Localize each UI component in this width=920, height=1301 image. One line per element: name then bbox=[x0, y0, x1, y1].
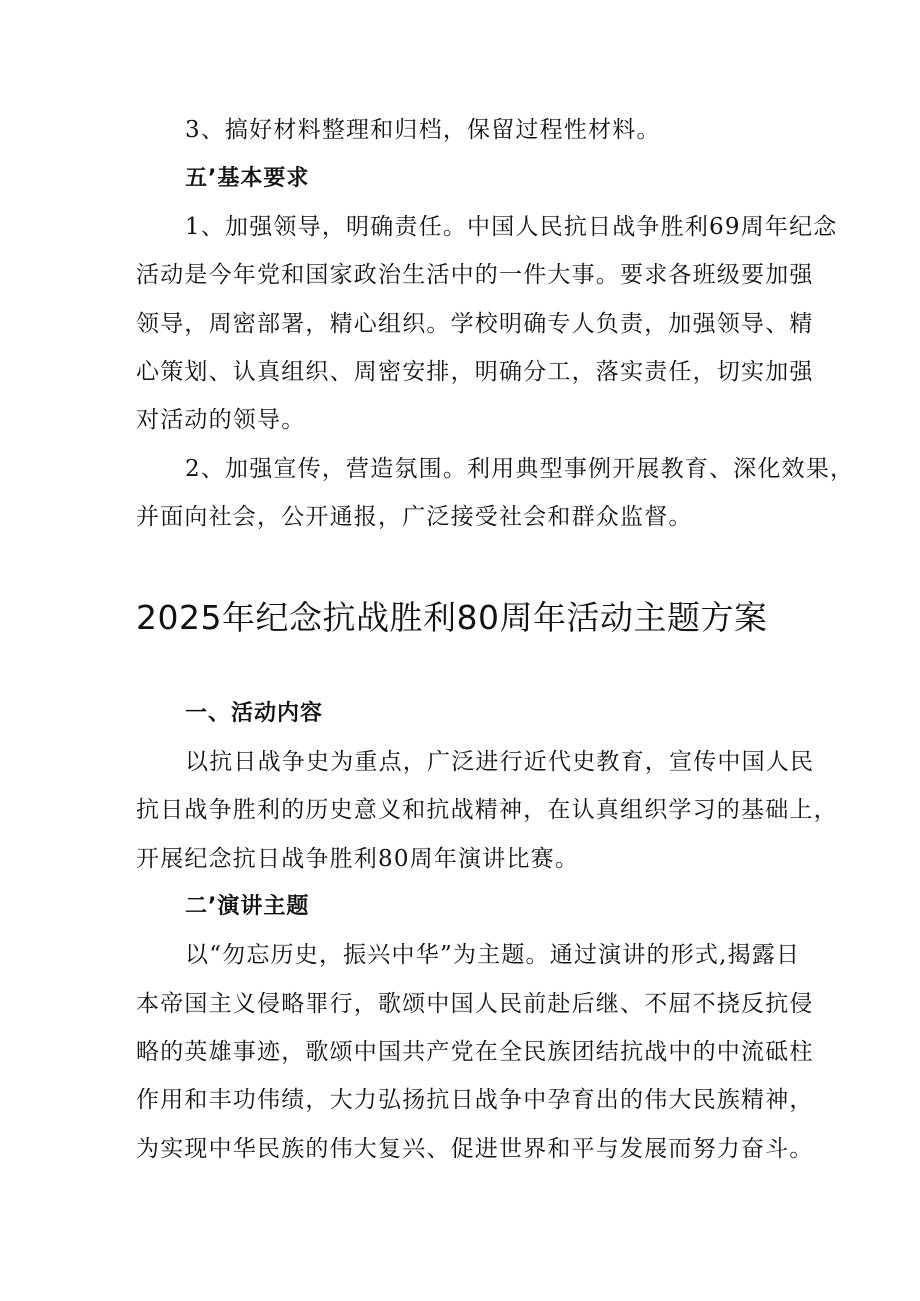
paragraph-line: 对活动的领导。 bbox=[136, 407, 306, 433]
paragraph-line: 活动是今年党和国家政治生活中的一件大事。要求各班级要加强 bbox=[136, 262, 814, 288]
document-title: 2025年纪念抗战胜利80周年活动主题方案 bbox=[136, 598, 768, 637]
paragraph-line: 略的英雄事迹，歌颂中国共产党在全民族团结抗战中的中流砥柱 bbox=[136, 1039, 814, 1065]
section-heading-basic-requirements: 五’基本要求 bbox=[185, 166, 310, 191]
paragraph-line: 作用和丰功伟绩，大力弘扬抗日战争中孕育出的伟大民族精神， bbox=[136, 1087, 814, 1113]
section-heading-activity-content: 一、活动内容 bbox=[185, 701, 324, 726]
paragraph-line: 本帝国主义侵略罪行，歌颂中国人民前赴后继、不屈不挠反抗侵 bbox=[136, 991, 814, 1017]
paragraph-line: 2、加强宣传，营造氛围。利用典型事例开展教育、深化效果， bbox=[185, 456, 855, 482]
paragraph-line: 1、加强领导，明确责任。中国人民抗日战争胜利69周年纪念 bbox=[185, 214, 838, 240]
paragraph-line: 抗日战争胜利的历史意义和抗战精神，在认真组织学习的基础上， bbox=[136, 797, 838, 823]
paragraph-line: 心策划、认真组织、周密安排，明确分工，落实责任，切实加强 bbox=[136, 359, 814, 385]
paragraph-line: 并面向社会，公开通报，广泛接受社会和群众监督。 bbox=[136, 504, 693, 530]
paragraph-line: 领导，周密部署，精心组织。学校明确专人负责，加强领导、精 bbox=[136, 311, 814, 337]
paragraph-line: 以“勿忘历史，振兴中华”为主题。通过演讲的形式,揭露日 bbox=[185, 942, 801, 968]
paragraph-line: 以抗日战争史为重点，广泛进行近代史教育，宣传中国人民 bbox=[185, 749, 815, 775]
paragraph-line: 开展纪念抗日战争胜利80周年演讲比赛。 bbox=[136, 846, 580, 872]
section-heading-speech-theme: 二’演讲主题 bbox=[185, 894, 310, 919]
list-item-3: 3、搞好材料整理和归档，保留过程性材料。 bbox=[185, 117, 661, 143]
paragraph-line: 为实现中华民族的伟大复兴、促进世界和平与发展而努力奋斗。 bbox=[136, 1136, 814, 1162]
